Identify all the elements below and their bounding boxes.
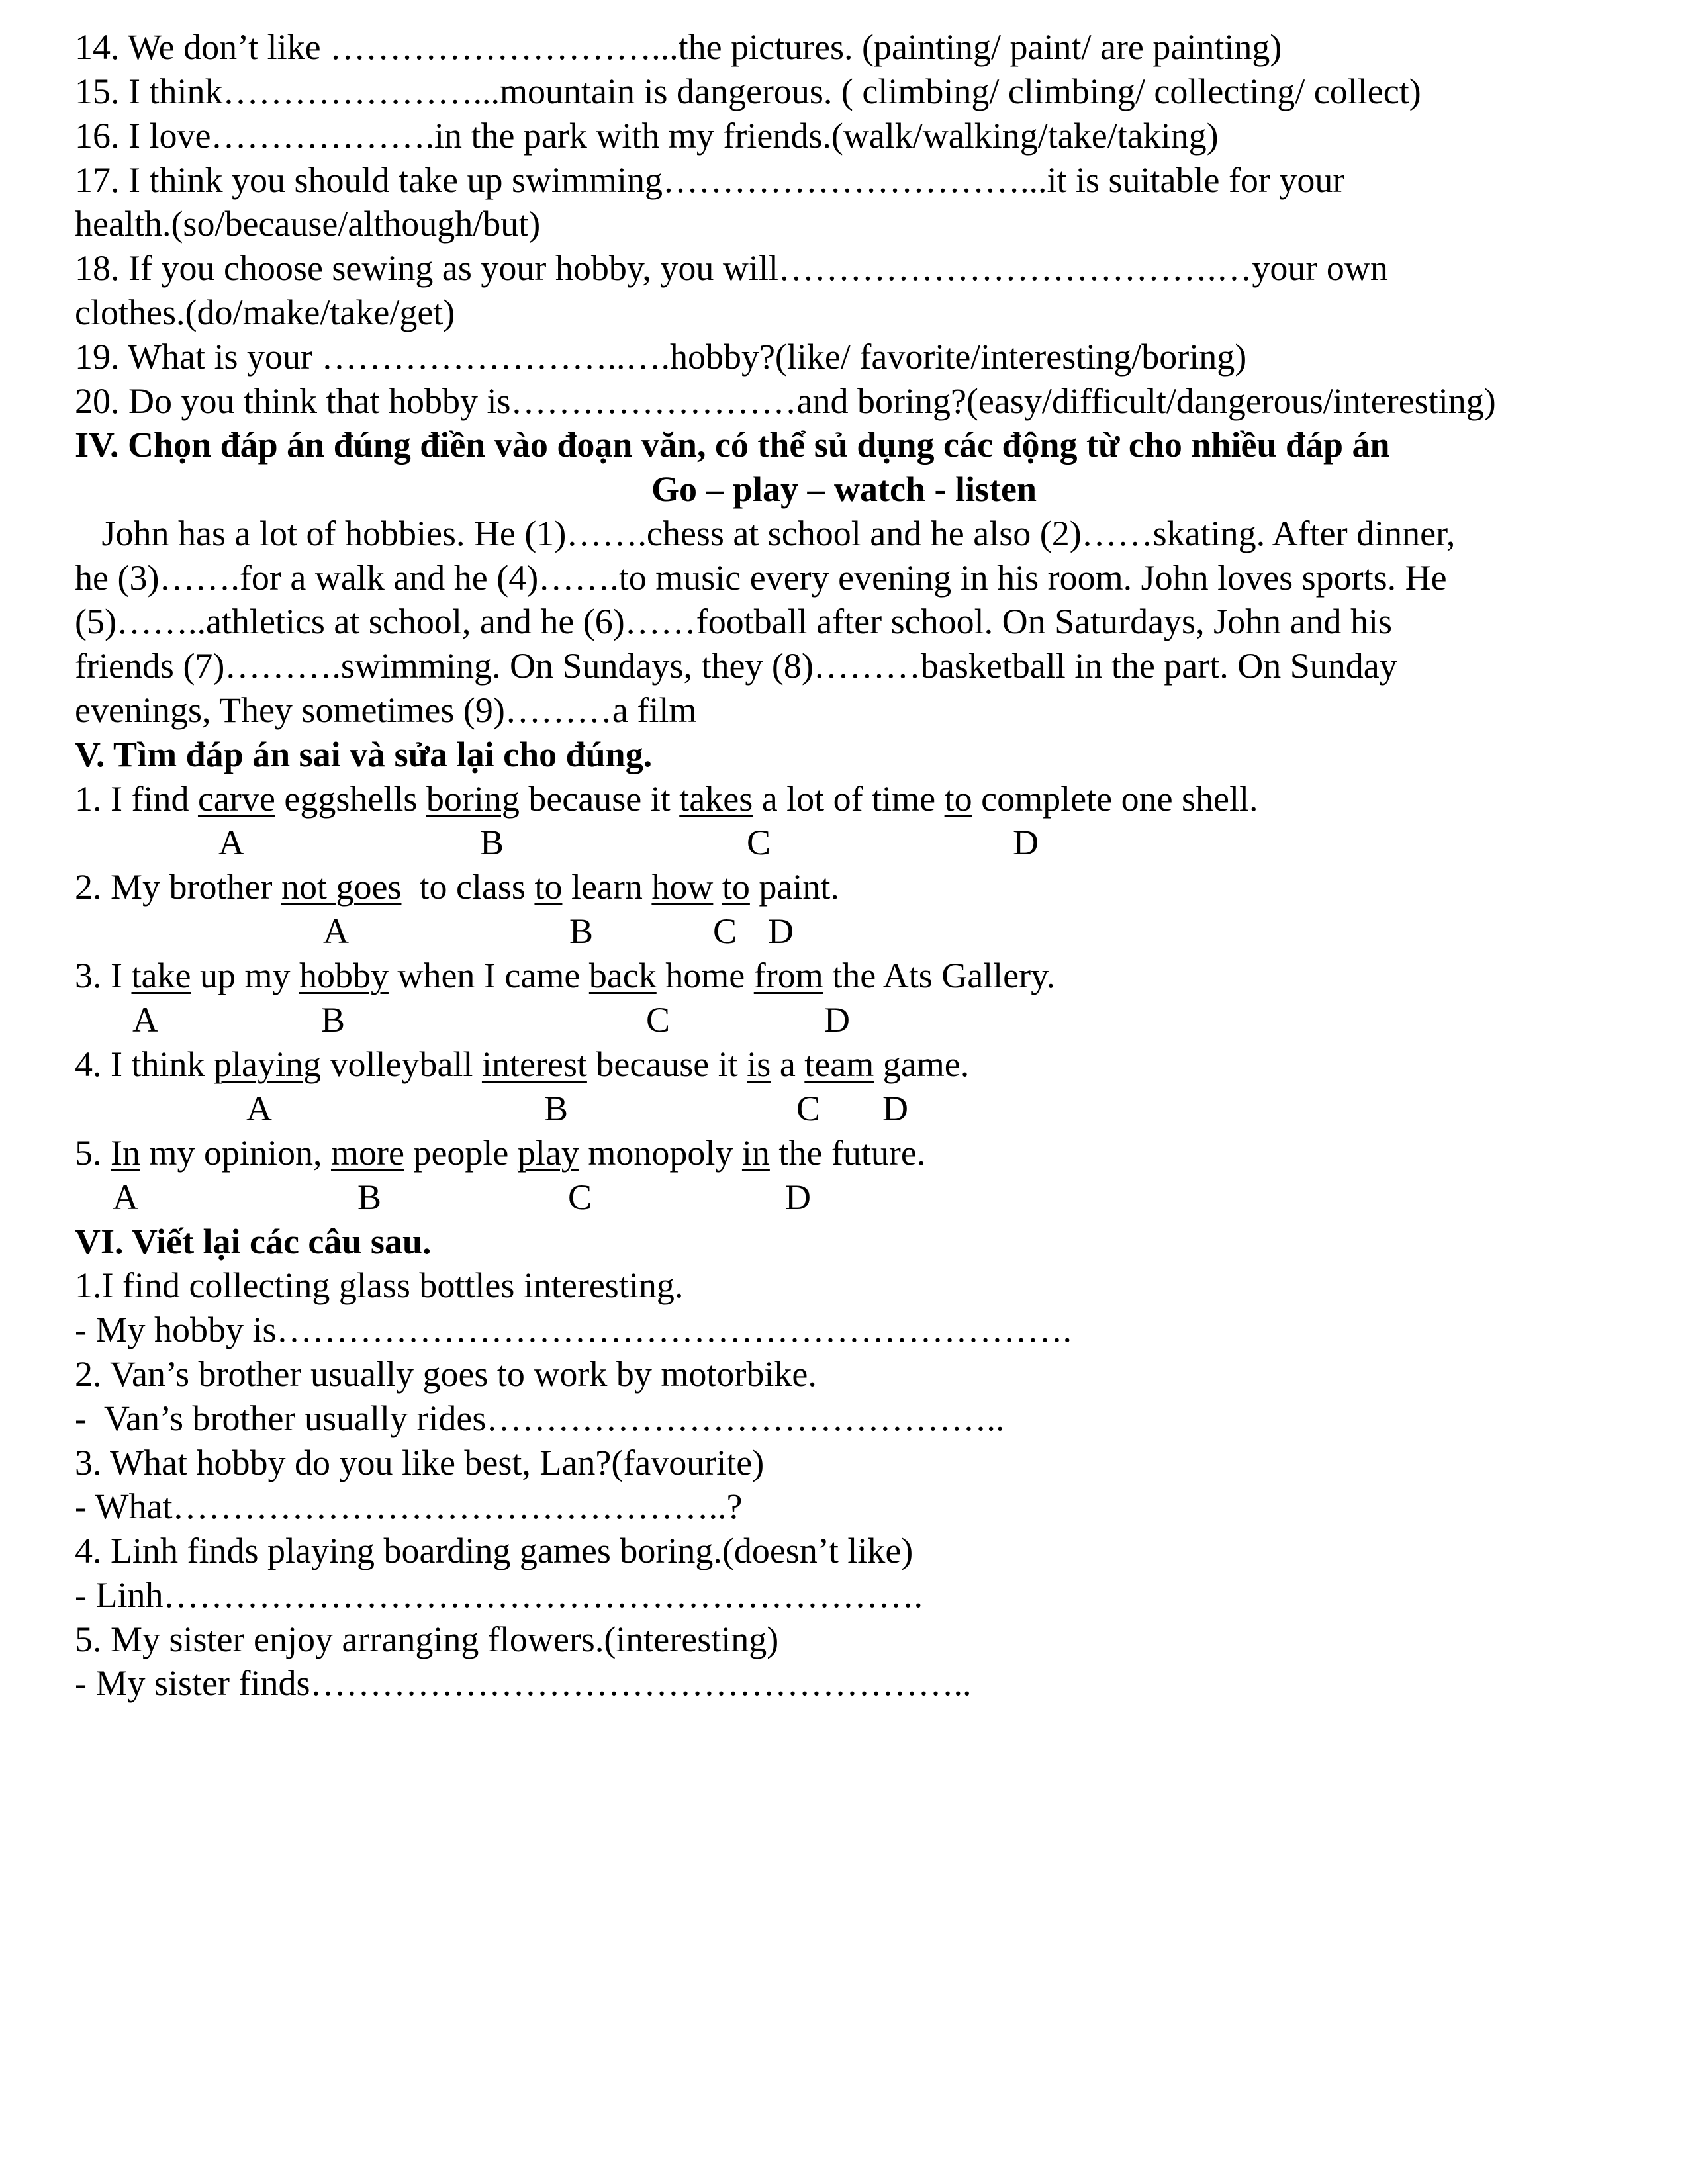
rewrite-line: 5. My sister enjoy arranging flowers.(interesting) (75, 1619, 779, 1659)
option-letters (0, 998, 1688, 1042)
passage-line: evenings, They sometimes (9)………a film (75, 690, 697, 730)
question-16: 16. I love……………….in the park with my friends.(walk/walking/take/taking) (75, 116, 1219, 156)
option-b: more (331, 1133, 404, 1173)
error-question-5: 5. In my opinion, more people play monopoly in the future. (75, 1133, 926, 1173)
option-letters (0, 1175, 1688, 1219)
letter-c: C (713, 911, 737, 951)
question-14: 14. We don’t like ………………………...the pictures. (painting/ paint/ are painting) (75, 27, 1282, 67)
option-c: is (747, 1044, 771, 1084)
word-bank: Go – play – watch - listen (651, 469, 1037, 509)
letter-b: B (480, 823, 504, 862)
letter-b: B (569, 911, 594, 951)
section-4-heading: IV. Chọn đáp án đúng điền vào đoạn văn, có thể sủ dụng các động từ cho nhiều đáp án (75, 425, 1390, 465)
option-b: hobby (299, 956, 389, 995)
option-b: to (534, 867, 563, 907)
letter-d: D (882, 1089, 908, 1128)
letter-b: B (357, 1177, 382, 1217)
rewrite-line: - My sister finds……………………………………………….. (75, 1663, 972, 1703)
letter-c: C (747, 823, 771, 862)
rewrite-line: - Linh………………………………………………………. (75, 1575, 923, 1615)
rewrite-line: - Van’s brother usually rides…………………………………….. (75, 1398, 1005, 1438)
question-15: 15. I think…………………...mountain is dangerous. ( climbing/ climbing/ collecting/ collect) (75, 71, 1421, 111)
question-18-line2: clothes.(do/make/take/get) (75, 293, 455, 332)
option-a: take (131, 956, 191, 995)
option-letters (0, 821, 1688, 864)
rewrite-line: 2. Van’s brother usually goes to work by motorbike. (75, 1354, 817, 1394)
letter-d: D (824, 1000, 850, 1040)
option-c: back (588, 956, 657, 995)
passage-line: friends (7)……….swimming. On Sundays, they (8)………basketball in the part. On Sunday (75, 646, 1397, 686)
option-d: in (741, 1133, 770, 1173)
option-d: team (804, 1044, 874, 1084)
question-19: 19. What is your ……………………..….hobby?(like/ favorite/interesting/boring) (75, 337, 1247, 377)
letter-a: A (132, 1000, 158, 1040)
rewrite-line: - What………………………………………..? (75, 1486, 743, 1526)
error-question-4: 4. I think playing volleyball interest because it is a team game. (75, 1044, 970, 1084)
letter-a: A (218, 823, 244, 862)
letter-a: A (113, 1177, 138, 1217)
option-c: play (517, 1133, 579, 1173)
option-d: from (753, 956, 823, 995)
letter-c: C (568, 1177, 592, 1217)
question-17-line1: 17. I think you should take up swimming…………………………...it is suitable for your (75, 160, 1345, 200)
rewrite-line: 1.I find collecting glass bottles interesting. (75, 1265, 684, 1305)
error-question-2: 2. My brother not goes to class to learn how to paint. (75, 867, 839, 907)
option-c: how (651, 867, 714, 907)
passage-line: (5)……..athletics at school, and he (6)……football after school. On Saturdays, John and his (75, 602, 1393, 641)
option-d: to (944, 779, 972, 819)
letter-c: C (796, 1089, 821, 1128)
rewrite-line: - My hobby is…………………………………………………………. (75, 1310, 1072, 1349)
option-a: playing (214, 1044, 321, 1084)
letter-d: D (1013, 823, 1039, 862)
option-b: boring (426, 779, 520, 819)
error-question-3: 3. I take up my hobby when I came back home from the Ats Gallery. (75, 956, 1056, 995)
section-6-heading: VI. Viết lại các câu sau. (75, 1222, 432, 1261)
passage-line: John has a lot of hobbies. He (1)…….chess at school and he also (2)……skating. After dinner, (75, 514, 1456, 553)
rewrite-line: 4. Linh finds playing boarding games boring.(doesn’t like) (75, 1531, 914, 1570)
question-18-line1: 18. If you choose sewing as your hobby, you will……………………………….…your own (75, 248, 1388, 288)
option-letters (0, 1087, 1688, 1130)
rewrite-line: 3. What hobby do you like best, Lan?(favourite) (75, 1443, 765, 1482)
option-b: interest (481, 1044, 587, 1084)
letter-b: B (544, 1089, 569, 1128)
letter-a: A (323, 911, 349, 951)
letter-d: D (768, 911, 794, 951)
option-letters (0, 909, 1688, 953)
option-c: takes (679, 779, 753, 819)
option-a: In (111, 1133, 140, 1173)
option-a: not goes (281, 867, 402, 907)
option-d: to (722, 867, 750, 907)
letter-a: A (246, 1089, 272, 1128)
letter-d: D (785, 1177, 811, 1217)
option-a: carve (197, 779, 275, 819)
question-20: 20. Do you think that hobby is……………………and boring?(easy/difficult/dangerous/interesting) (75, 381, 1496, 421)
letter-b: B (321, 1000, 346, 1040)
question-17-line2: health.(so/because/although/but) (75, 204, 541, 244)
section-5-heading: V. Tìm đáp án sai và sửa lại cho đúng. (75, 735, 653, 774)
error-question-1: 1. I find carve eggshells boring because it takes a lot of time to complete one shell. (75, 779, 1258, 819)
passage-line: he (3)…….for a walk and he (4)…….to music every evening in his room. John loves sports. He (75, 558, 1447, 598)
letter-c: C (646, 1000, 671, 1040)
